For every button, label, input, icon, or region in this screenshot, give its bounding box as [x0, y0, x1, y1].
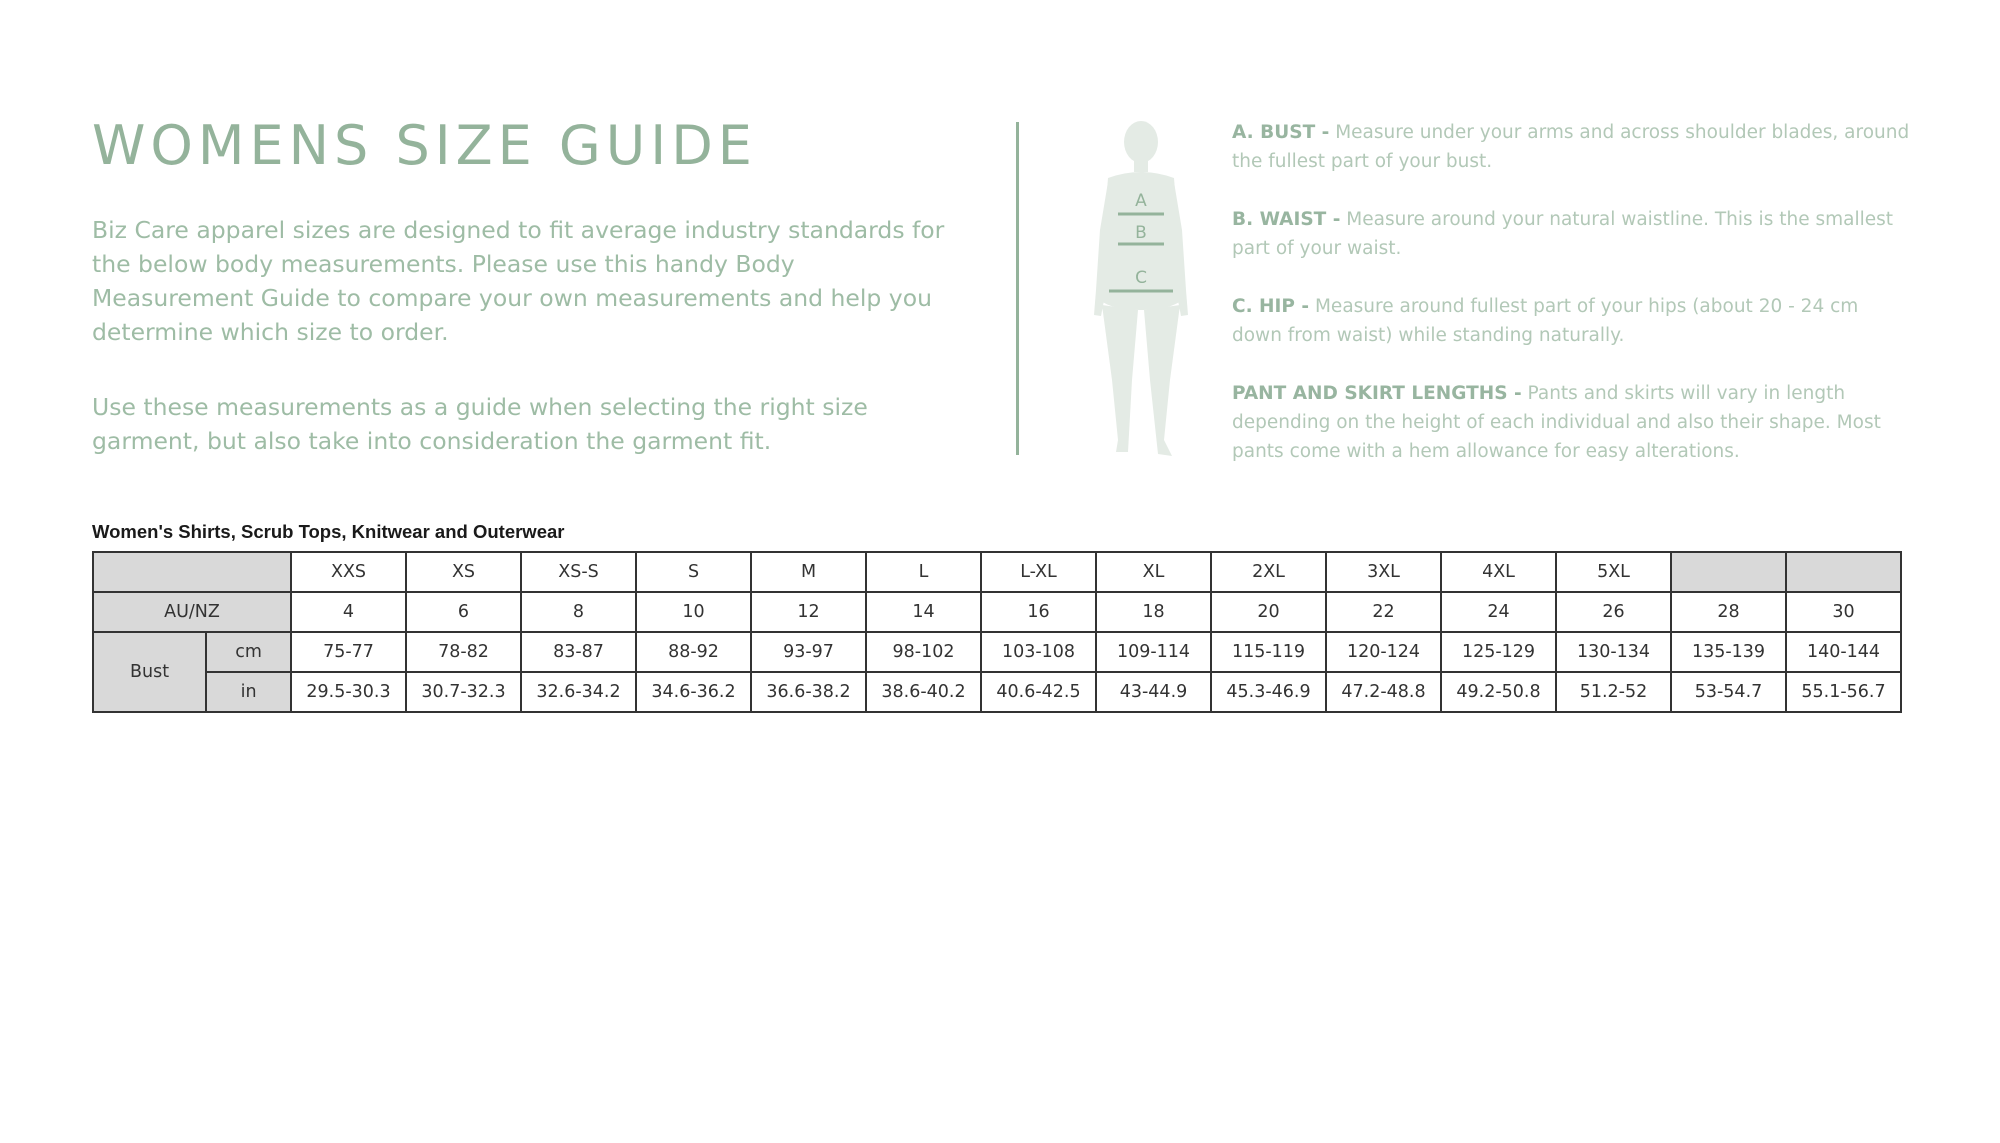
bust-cm-cell: 109-114 [1096, 632, 1211, 672]
bust-cm-cell: 130-134 [1556, 632, 1671, 672]
lengths-definition-label: PANT AND SKIRT LENGTHS - [1232, 383, 1522, 404]
aunz-cell: 20 [1211, 592, 1326, 632]
size-cell: 5XL [1556, 552, 1671, 592]
size-cell: L-XL [981, 552, 1096, 592]
size-cell: 4XL [1441, 552, 1556, 592]
bust-in-cell: 30.7-32.3 [406, 672, 521, 712]
size-cell: 2XL [1211, 552, 1326, 592]
size-cell: XS-S [521, 552, 636, 592]
cm-unit-label: cm [206, 632, 291, 672]
bust-cm-cell: 93-97 [751, 632, 866, 672]
size-cell: XXS [291, 552, 406, 592]
intro-paragraph: Biz Care apparel sizes are designed to fit average industry standards for the below body measurements. Please use this handy Body Measurement Guide to compare your own measurements and help you determine which size to order. [92, 216, 945, 346]
body-measurement-figure [1078, 120, 1204, 460]
bust-in-cell: 49.2-50.8 [1441, 672, 1556, 712]
bust-in-cell: 51.2-52 [1556, 672, 1671, 712]
size-cell: 3XL [1326, 552, 1441, 592]
aunz-cell: 18 [1096, 592, 1211, 632]
aunz-cell: 24 [1441, 592, 1556, 632]
bust-cm-cell: 125-129 [1441, 632, 1556, 672]
guide-note-paragraph: Use these measurements as a guide when selecting the right size garment, but also take into consideration the garment fit. [92, 393, 868, 455]
bust-cm-cell: 120-124 [1326, 632, 1441, 672]
label-b: B [1135, 223, 1147, 243]
aunz-cell: 4 [291, 592, 406, 632]
bust-in-row [93, 672, 1901, 712]
lengths-definition-text: Pants and skirts will vary in length depending on the height of each individual and also their shape. Most pants come with a hem allowance for easy alterations. [1232, 383, 1881, 462]
aunz-cell: 28 [1671, 592, 1786, 632]
bust-cm-cell: 75-77 [291, 632, 406, 672]
vertical-divider [1016, 122, 1019, 455]
aunz-cell: 26 [1556, 592, 1671, 632]
bust-in-cell: 36.6-38.2 [751, 672, 866, 712]
bust-cm-row [93, 632, 1901, 672]
label-c: C [1135, 268, 1147, 288]
bust-in-cell: 29.5-30.3 [291, 672, 406, 712]
size-cell: XS [406, 552, 521, 592]
bust-in-cell: 45.3-46.9 [1211, 672, 1326, 712]
table-title: Women's Shirts, Scrub Tops, Knitwear and Outerwear [92, 521, 565, 542]
bust-cm-cell: 83-87 [521, 632, 636, 672]
bust-cm-cell: 140-144 [1786, 632, 1901, 672]
bust-definition [1232, 118, 1912, 176]
aunz-cell: 8 [521, 592, 636, 632]
bust-in-cell: 34.6-36.2 [636, 672, 751, 712]
label-a: A [1135, 191, 1147, 211]
size-cell-empty [1671, 552, 1786, 592]
lengths-definition [1232, 379, 1912, 466]
bust-in-cell: 38.6-40.2 [866, 672, 981, 712]
aunz-row [93, 592, 1901, 632]
hip-definition [1232, 292, 1912, 350]
bust-definition-label: A. BUST - [1232, 122, 1330, 143]
measurement-definitions [1232, 118, 1912, 495]
aunz-label: AU/NZ [93, 592, 291, 632]
hip-definition-text: Measure around fullest part of your hips (about 20 - 24 cm down from waist) while standing naturally. [1232, 296, 1859, 346]
size-cell: XL [1096, 552, 1211, 592]
bust-in-cell: 43-44.9 [1096, 672, 1211, 712]
aunz-cell: 6 [406, 592, 521, 632]
bust-cm-cell: 115-119 [1211, 632, 1326, 672]
size-cell: L [866, 552, 981, 592]
bust-in-cell: 55.1-56.7 [1786, 672, 1901, 712]
size-cell: M [751, 552, 866, 592]
bust-in-cell: 32.6-34.2 [521, 672, 636, 712]
bust-cm-cell: 88-92 [636, 632, 751, 672]
aunz-cell: 10 [636, 592, 751, 632]
bust-cm-cell: 98-102 [866, 632, 981, 672]
bust-in-cell: 40.6-42.5 [981, 672, 1096, 712]
waist-definition [1232, 205, 1912, 263]
waist-definition-label: B. WAIST - [1232, 209, 1341, 230]
hip-definition-label: C. HIP - [1232, 296, 1310, 317]
size-cell-empty [1786, 552, 1901, 592]
aunz-cell: 16 [981, 592, 1096, 632]
size-header-row [93, 552, 1901, 592]
bust-cm-cell: 135-139 [1671, 632, 1786, 672]
aunz-cell: 30 [1786, 592, 1901, 632]
size-table [92, 551, 1902, 713]
in-unit-label: in [206, 672, 291, 712]
aunz-cell: 22 [1326, 592, 1441, 632]
bust-cm-cell: 103-108 [981, 632, 1096, 672]
aunz-cell: 14 [866, 592, 981, 632]
bust-in-cell: 53-54.7 [1671, 672, 1786, 712]
table-corner-cell [93, 552, 291, 592]
bust-definition-text: Measure under your arms and across shoulder blades, around the fullest part of your bust. [1232, 122, 1910, 172]
page-title: WOMENS SIZE GUIDE [92, 114, 757, 177]
aunz-cell: 12 [751, 592, 866, 632]
bust-cm-cell: 78-82 [406, 632, 521, 672]
waist-definition-text: Measure around your natural waistline. This is the smallest part of your waist. [1232, 209, 1894, 259]
bust-label: Bust [93, 632, 206, 712]
bust-in-cell: 47.2-48.8 [1326, 672, 1441, 712]
size-cell: S [636, 552, 751, 592]
